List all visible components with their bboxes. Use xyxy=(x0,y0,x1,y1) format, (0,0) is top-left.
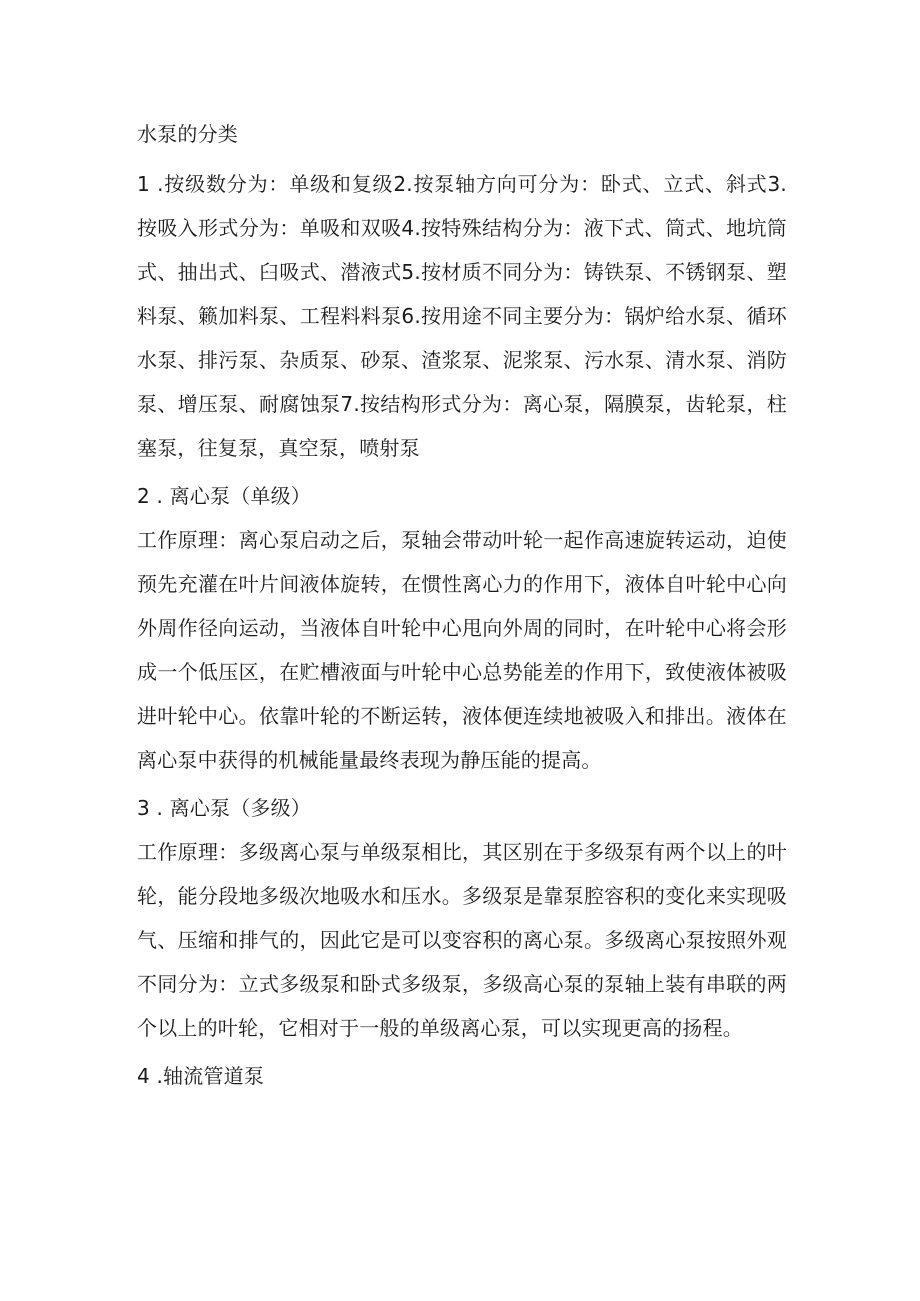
section-4-heading: 4 .轴流管道泵 xyxy=(137,1064,265,1088)
section-2-heading: 2 . 离心泵（单级） xyxy=(137,484,311,508)
section-1-paragraph: 1 .按级数分为：单级和复级2.按泵轴方向可分为：卧式、立式、斜式3. 按吸入形式分为：单吸和双吸4.按特殊结构分为：液下式、筒式、地坑筒式、抽出式、臼吸式、潜液式5.按材质不同分为：铸铁泵、不锈钢泵、塑料泵、籁加料泵、工程料料泵6.按用途不同主要分为：锅炉给水泵、循环水泵、排污泵、杂质泵、砂泵、渣浆泵、泥浆泵、污水泵、清水泵、消防泵、增压泵、耐腐蚀泵7.按结构形式分为：离心泵，隔膜泵，齿轮泵，柱塞泵，往复泵，真空泵，喷射泵 xyxy=(137,172,787,460)
section-3-heading: 3 . 离心泵（多级） xyxy=(137,796,311,820)
document-page xyxy=(137,112,787,1098)
section-2-paragraph: 工作原理：离心泵启动之后，泵轴会带动叶轮一起作高速旋转运动，迫使预先充灌在叶片间液体旋转，在惯性离心力的作用下，液体自叶轮中心向外周作径向运动，当液体自叶轮中心甩向外周的同时，在叶轮中心将会形成一个低压区，在贮槽液面与叶轮中心总势能差的作用下，致使液体被吸进叶轮中心。依靠叶轮的不断运转，液体便连续地被吸入和排出。液体在离心泵中获得的机械能量最终表现为静压能的提高。 xyxy=(137,528,787,772)
section-3-paragraph: 工作原理：多级离心泵与单级泵相比，其区别在于多级泵有两个以上的叶轮，能分段地多级次地吸水和压水。多级泵是靠泵腔容积的变化来实现吸气、压缩和排气的，因此它是可以变容积的离心泵。多级离心泵按照外观不同分为：立式多级泵和卧式多级泵，多级高心泵的泵轴上装有串联的两个以上的叶轮，它相对于一般的单级离心泵，可以实现更高的扬程。 xyxy=(137,840,787,1040)
document-title: 水泵的分类 xyxy=(137,122,238,146)
